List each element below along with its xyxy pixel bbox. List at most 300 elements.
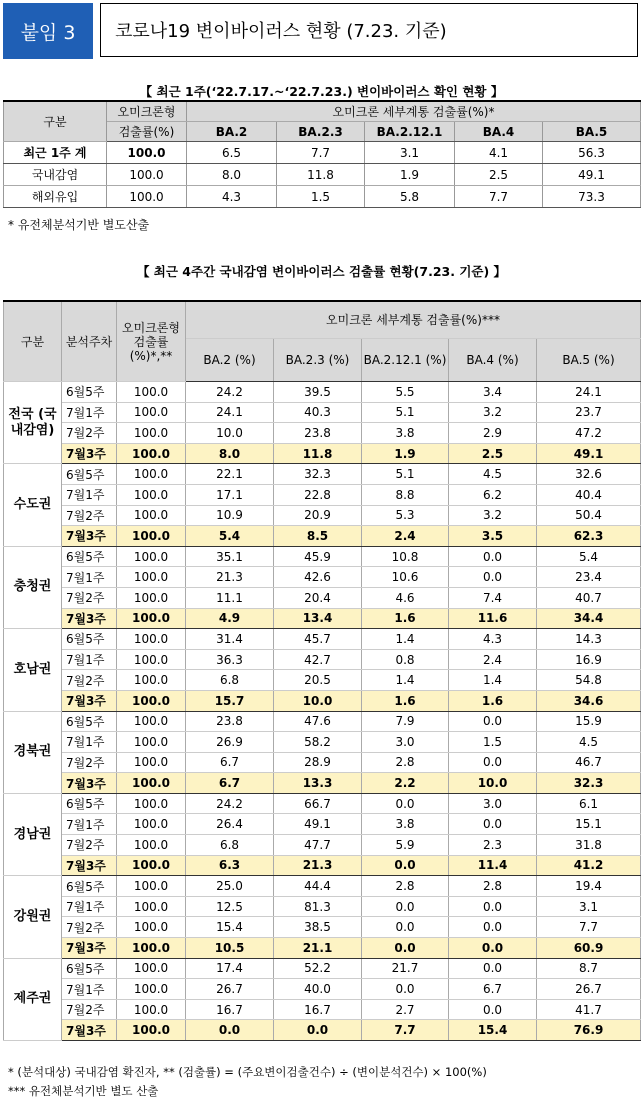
cell: 26.9 <box>186 732 274 753</box>
cell: 42.7 <box>274 649 362 670</box>
cell: 100.0 <box>117 464 186 485</box>
cell: 2.7 <box>362 999 449 1020</box>
cell: 20.5 <box>274 670 362 691</box>
t2-header-sub: 오미크론 세부계통 검출률(%)*** <box>186 301 641 339</box>
cell: 0.0 <box>274 1020 362 1041</box>
cell: 100.0 <box>117 443 186 464</box>
cell: 11.8 <box>277 164 365 186</box>
table-row <box>4 505 641 526</box>
cell: 60.9 <box>537 938 641 959</box>
cell: 0.0 <box>449 814 537 835</box>
cell: 100.0 <box>117 938 186 959</box>
cell: 100.0 <box>117 423 186 444</box>
cell: 5.4 <box>537 546 641 567</box>
cell: 32.6 <box>537 464 641 485</box>
cell: 8.8 <box>362 484 449 505</box>
cell: 66.7 <box>274 793 362 814</box>
cell: 10.0 <box>186 423 274 444</box>
cell: 11.8 <box>274 443 362 464</box>
cell: 5.5 <box>362 382 449 403</box>
cell: 22.8 <box>274 484 362 505</box>
cell: 100.0 <box>117 958 186 979</box>
cell: 100.0 <box>117 1020 186 1041</box>
cell: 1.9 <box>365 164 455 186</box>
week-cell: 7월1주 <box>62 979 117 1000</box>
cell: 14.3 <box>537 629 641 650</box>
cell: 21.3 <box>186 567 274 588</box>
cell: 3.1 <box>537 896 641 917</box>
cell: 10.0 <box>449 773 537 794</box>
cell: 8.5 <box>274 526 362 547</box>
cell: 100.0 <box>117 876 186 897</box>
cell: 41.7 <box>537 999 641 1020</box>
week-cell: 7월2주 <box>62 587 117 608</box>
t1-header-category: 구분 <box>4 101 107 142</box>
table-row <box>4 649 641 670</box>
cell: 2.3 <box>449 835 537 856</box>
cell: 4.1 <box>455 142 543 164</box>
cell: 100.0 <box>117 382 186 403</box>
cell: 24.2 <box>186 382 274 403</box>
cell: 42.6 <box>274 567 362 588</box>
cell: 39.5 <box>274 382 362 403</box>
cell: 21.7 <box>362 958 449 979</box>
cell: 12.5 <box>186 896 274 917</box>
cell: 40.3 <box>274 402 362 423</box>
week-cell: 7월1주 <box>62 814 117 835</box>
cell: 1.5 <box>277 186 365 208</box>
cell: 2.2 <box>362 773 449 794</box>
cell: 6.7 <box>449 979 537 1000</box>
footnote: * (분석대상) 국내감염 확진자, ** (검출률) = (주요변이검출건수) ÷ (변이분석건수) × 100(%) <box>8 1065 487 1079</box>
cell: 5.3 <box>362 505 449 526</box>
cell: 5.1 <box>362 402 449 423</box>
cell: 56.3 <box>543 142 641 164</box>
cell: 47.6 <box>274 711 362 732</box>
week-cell: 7월2주 <box>62 505 117 526</box>
cell: 15.4 <box>449 1020 537 1041</box>
cell: 41.2 <box>537 855 641 876</box>
cell: 5.9 <box>362 835 449 856</box>
cell: 34.4 <box>537 608 641 629</box>
week-cell: 7월3주 <box>62 855 117 876</box>
week-cell: 6월5주 <box>62 711 117 732</box>
cell: 45.7 <box>274 629 362 650</box>
cell: 0.0 <box>362 793 449 814</box>
cell: 4.3 <box>449 629 537 650</box>
cell: 2.8 <box>362 876 449 897</box>
cell: 38.5 <box>274 917 362 938</box>
header <box>3 3 640 59</box>
table-row <box>4 526 641 547</box>
cell: 5.1 <box>362 464 449 485</box>
week-cell: 7월1주 <box>62 649 117 670</box>
cell: 23.7 <box>537 402 641 423</box>
table-row <box>4 896 641 917</box>
table-row <box>4 773 641 794</box>
region-label: 경북권 <box>4 711 62 793</box>
cell: 21.3 <box>274 855 362 876</box>
cell: 6.3 <box>186 855 274 876</box>
cell: 3.0 <box>449 793 537 814</box>
cell: 100.0 <box>117 999 186 1020</box>
week-cell: 7월1주 <box>62 896 117 917</box>
table-row <box>4 484 641 505</box>
table-row <box>4 608 641 629</box>
cell: 2.4 <box>362 526 449 547</box>
table-row <box>4 752 641 773</box>
cell: 1.4 <box>449 670 537 691</box>
cell: 34.6 <box>537 690 641 711</box>
cell: 0.0 <box>362 938 449 959</box>
cell: 6.7 <box>186 752 274 773</box>
cell: 15.4 <box>186 917 274 938</box>
cell: 49.1 <box>543 164 641 186</box>
table-row <box>4 186 641 208</box>
cell: 5.8 <box>365 186 455 208</box>
cell: 31.4 <box>186 629 274 650</box>
cell: 10.8 <box>362 546 449 567</box>
cell: 20.4 <box>274 587 362 608</box>
cell: 24.1 <box>537 382 641 403</box>
table-row <box>4 690 641 711</box>
cell: 26.7 <box>537 979 641 1000</box>
cell: 3.5 <box>449 526 537 547</box>
cell: 100.0 <box>117 649 186 670</box>
cell: 10.6 <box>362 567 449 588</box>
row-label: 최근 1주 계 <box>4 142 107 164</box>
cell: 2.8 <box>449 876 537 897</box>
cell: 3.1 <box>365 142 455 164</box>
regional-variant-table <box>3 300 641 1041</box>
cell: 54.8 <box>537 670 641 691</box>
week-cell: 7월2주 <box>62 999 117 1020</box>
table-row <box>4 876 641 897</box>
cell: 24.1 <box>186 402 274 423</box>
cell: 40.0 <box>274 979 362 1000</box>
cell: 26.4 <box>186 814 274 835</box>
week-cell: 7월3주 <box>62 1020 117 1041</box>
cell: 3.4 <box>449 382 537 403</box>
week-cell: 7월3주 <box>62 443 117 464</box>
cell: 23.8 <box>186 711 274 732</box>
cell: 4.5 <box>449 464 537 485</box>
table-row <box>4 670 641 691</box>
table-row <box>4 793 641 814</box>
cell: 45.9 <box>274 546 362 567</box>
cell: 1.5 <box>449 732 537 753</box>
t2-col: BA.5 (%) <box>537 339 641 382</box>
t2-col: BA.2.3 (%) <box>274 339 362 382</box>
cell: 100.0 <box>117 752 186 773</box>
table-row <box>4 443 641 464</box>
table-row <box>4 382 641 403</box>
cell: 16.7 <box>186 999 274 1020</box>
cell: 100.0 <box>117 608 186 629</box>
cell: 0.8 <box>362 649 449 670</box>
cell: 100.0 <box>107 142 187 164</box>
table-row <box>4 835 641 856</box>
attachment-badge: 붙임 3 <box>3 3 93 59</box>
week-cell: 7월2주 <box>62 835 117 856</box>
cell: 20.9 <box>274 505 362 526</box>
week-cell: 7월3주 <box>62 773 117 794</box>
week-cell: 6월5주 <box>62 958 117 979</box>
cell: 100.0 <box>117 505 186 526</box>
cell: 17.4 <box>186 958 274 979</box>
row-label: 해외유입 <box>4 186 107 208</box>
week-cell: 7월3주 <box>62 608 117 629</box>
cell: 17.1 <box>186 484 274 505</box>
table-row <box>4 917 641 938</box>
week-cell: 7월2주 <box>62 423 117 444</box>
cell: 1.9 <box>362 443 449 464</box>
cell: 100.0 <box>107 164 187 186</box>
table-row <box>4 464 641 485</box>
cell: 62.3 <box>537 526 641 547</box>
t1-header-omicron-rate: 검출률(%) <box>107 122 187 142</box>
cell: 13.4 <box>274 608 362 629</box>
cell: 11.6 <box>449 608 537 629</box>
table-row <box>4 402 641 423</box>
cell: 26.7 <box>186 979 274 1000</box>
table-row <box>4 938 641 959</box>
cell: 35.1 <box>186 546 274 567</box>
cell: 73.3 <box>543 186 641 208</box>
week-cell: 6월5주 <box>62 876 117 897</box>
cell: 100.0 <box>117 814 186 835</box>
cell: 1.4 <box>362 670 449 691</box>
cell: 10.0 <box>274 690 362 711</box>
cell: 6.8 <box>186 835 274 856</box>
cell: 32.3 <box>537 773 641 794</box>
cell: 0.0 <box>449 896 537 917</box>
cell: 7.9 <box>362 711 449 732</box>
cell: 100.0 <box>117 979 186 1000</box>
cell: 58.2 <box>274 732 362 753</box>
t1-header-sub: 오미크론 세부계통 검출률(%)* <box>187 101 641 122</box>
cell: 4.9 <box>186 608 274 629</box>
table-row <box>4 567 641 588</box>
cell: 1.6 <box>362 608 449 629</box>
cell: 11.1 <box>186 587 274 608</box>
cell: 0.0 <box>362 979 449 1000</box>
cell: 44.4 <box>274 876 362 897</box>
cell: 28.9 <box>274 752 362 773</box>
cell: 2.5 <box>455 164 543 186</box>
cell: 15.9 <box>537 711 641 732</box>
weekly-variant-table <box>3 100 641 208</box>
cell: 3.8 <box>362 423 449 444</box>
cell: 0.0 <box>449 917 537 938</box>
cell: 13.3 <box>274 773 362 794</box>
cell: 100.0 <box>117 917 186 938</box>
cell: 22.1 <box>186 464 274 485</box>
cell: 0.0 <box>449 752 537 773</box>
row-label: 국내감염 <box>4 164 107 186</box>
table-row <box>4 142 641 164</box>
week-cell: 7월3주 <box>62 526 117 547</box>
cell: 23.8 <box>274 423 362 444</box>
week-cell: 7월1주 <box>62 484 117 505</box>
cell: 0.0 <box>186 1020 274 1041</box>
cell: 100.0 <box>117 690 186 711</box>
t1-col: BA.2 <box>187 122 277 142</box>
cell: 11.4 <box>449 855 537 876</box>
week-cell: 7월1주 <box>62 402 117 423</box>
week-cell: 6월5주 <box>62 546 117 567</box>
cell: 10.5 <box>186 938 274 959</box>
t2-header-week: 분석주차 <box>62 301 117 382</box>
cell: 0.0 <box>449 958 537 979</box>
table-row <box>4 732 641 753</box>
cell: 6.7 <box>186 773 274 794</box>
cell: 8.0 <box>187 164 277 186</box>
cell: 52.2 <box>274 958 362 979</box>
cell: 2.9 <box>449 423 537 444</box>
cell: 0.0 <box>449 711 537 732</box>
cell: 15.1 <box>537 814 641 835</box>
table-row <box>4 587 641 608</box>
cell: 7.7 <box>455 186 543 208</box>
cell: 10.9 <box>186 505 274 526</box>
region-label: 호남권 <box>4 629 62 711</box>
cell: 100.0 <box>117 773 186 794</box>
cell: 5.4 <box>186 526 274 547</box>
cell: 100.0 <box>117 629 186 650</box>
table-row <box>4 855 641 876</box>
table2-caption: 【 최근 4주간 국내감염 변이바이러스 검출률 현황(7.23. 기준) 】 <box>136 264 507 279</box>
cell: 4.3 <box>187 186 277 208</box>
cell: 0.0 <box>449 999 537 1020</box>
cell: 36.3 <box>186 649 274 670</box>
region-label: 강원권 <box>4 876 62 958</box>
cell: 6.8 <box>186 670 274 691</box>
cell: 76.9 <box>537 1020 641 1041</box>
table-row <box>4 711 641 732</box>
cell: 100.0 <box>117 402 186 423</box>
cell: 16.9 <box>537 649 641 670</box>
cell: 25.0 <box>186 876 274 897</box>
cell: 7.4 <box>449 587 537 608</box>
t1-col: BA.4 <box>455 122 543 142</box>
t2-header-omicron: 오미크론형 검출률 (%)*,** <box>117 301 186 382</box>
cell: 100.0 <box>107 186 187 208</box>
cell: 1.4 <box>362 629 449 650</box>
cell: 6.1 <box>537 793 641 814</box>
table-row <box>4 164 641 186</box>
cell: 40.7 <box>537 587 641 608</box>
t2-header-category: 구분 <box>4 301 62 382</box>
cell: 100.0 <box>117 855 186 876</box>
table1-caption: 【 최근 1주(‘22.7.17.~‘22.7.23.) 변이바이러스 확인 현황 】 <box>139 84 504 99</box>
cell: 21.1 <box>274 938 362 959</box>
cell: 3.8 <box>362 814 449 835</box>
cell: 19.4 <box>537 876 641 897</box>
table-row <box>4 546 641 567</box>
region-label: 경남권 <box>4 793 62 875</box>
cell: 81.3 <box>274 896 362 917</box>
cell: 49.1 <box>537 443 641 464</box>
table-row <box>4 979 641 1000</box>
cell: 47.7 <box>274 835 362 856</box>
cell: 0.0 <box>362 917 449 938</box>
cell: 1.6 <box>449 690 537 711</box>
cell: 100.0 <box>117 484 186 505</box>
cell: 0.0 <box>362 855 449 876</box>
cell: 7.7 <box>277 142 365 164</box>
cell: 100.0 <box>117 587 186 608</box>
region-label: 수도권 <box>4 464 62 546</box>
t1-col: BA.2.3 <box>277 122 365 142</box>
cell: 3.2 <box>449 402 537 423</box>
cell: 50.4 <box>537 505 641 526</box>
cell: 31.8 <box>537 835 641 856</box>
table1-note: * 유전체분석기반 별도산출 <box>8 218 150 232</box>
week-cell: 7월1주 <box>62 732 117 753</box>
cell: 6.2 <box>449 484 537 505</box>
cell: 100.0 <box>117 546 186 567</box>
t2-col: BA.2 (%) <box>186 339 274 382</box>
cell: 1.6 <box>362 690 449 711</box>
cell: 0.0 <box>362 896 449 917</box>
cell: 15.7 <box>186 690 274 711</box>
cell: 46.7 <box>537 752 641 773</box>
week-cell: 7월2주 <box>62 917 117 938</box>
footnote: *** 유전체분석기반 별도 산출 <box>8 1084 159 1098</box>
week-cell: 7월3주 <box>62 690 117 711</box>
cell: 8.0 <box>186 443 274 464</box>
week-cell: 6월5주 <box>62 629 117 650</box>
cell: 2.5 <box>449 443 537 464</box>
week-cell: 7월2주 <box>62 752 117 773</box>
cell: 40.4 <box>537 484 641 505</box>
cell: 100.0 <box>117 526 186 547</box>
cell: 16.7 <box>274 999 362 1020</box>
t2-col: BA.4 (%) <box>449 339 537 382</box>
cell: 23.4 <box>537 567 641 588</box>
cell: 7.7 <box>537 917 641 938</box>
week-cell: 6월5주 <box>62 793 117 814</box>
table-row <box>4 958 641 979</box>
cell: 3.0 <box>362 732 449 753</box>
cell: 4.6 <box>362 587 449 608</box>
region-label: 전국 (국내감염) <box>4 382 62 464</box>
t1-col: BA.2.12.1 <box>365 122 455 142</box>
table-row <box>4 629 641 650</box>
cell: 2.8 <box>362 752 449 773</box>
cell: 0.0 <box>449 546 537 567</box>
region-label: 충청권 <box>4 546 62 628</box>
table-row <box>4 423 641 444</box>
cell: 0.0 <box>449 567 537 588</box>
week-cell: 6월5주 <box>62 382 117 403</box>
cell: 7.7 <box>362 1020 449 1041</box>
cell: 100.0 <box>117 670 186 691</box>
table-row <box>4 1020 641 1041</box>
cell: 6.5 <box>187 142 277 164</box>
cell: 32.3 <box>274 464 362 485</box>
cell: 100.0 <box>117 835 186 856</box>
week-cell: 7월1주 <box>62 567 117 588</box>
cell: 0.0 <box>449 938 537 959</box>
table-row <box>4 814 641 835</box>
cell: 100.0 <box>117 567 186 588</box>
week-cell: 7월2주 <box>62 670 117 691</box>
t2-col: BA.2.12.1 (%) <box>362 339 449 382</box>
table-row <box>4 999 641 1020</box>
cell: 100.0 <box>117 711 186 732</box>
